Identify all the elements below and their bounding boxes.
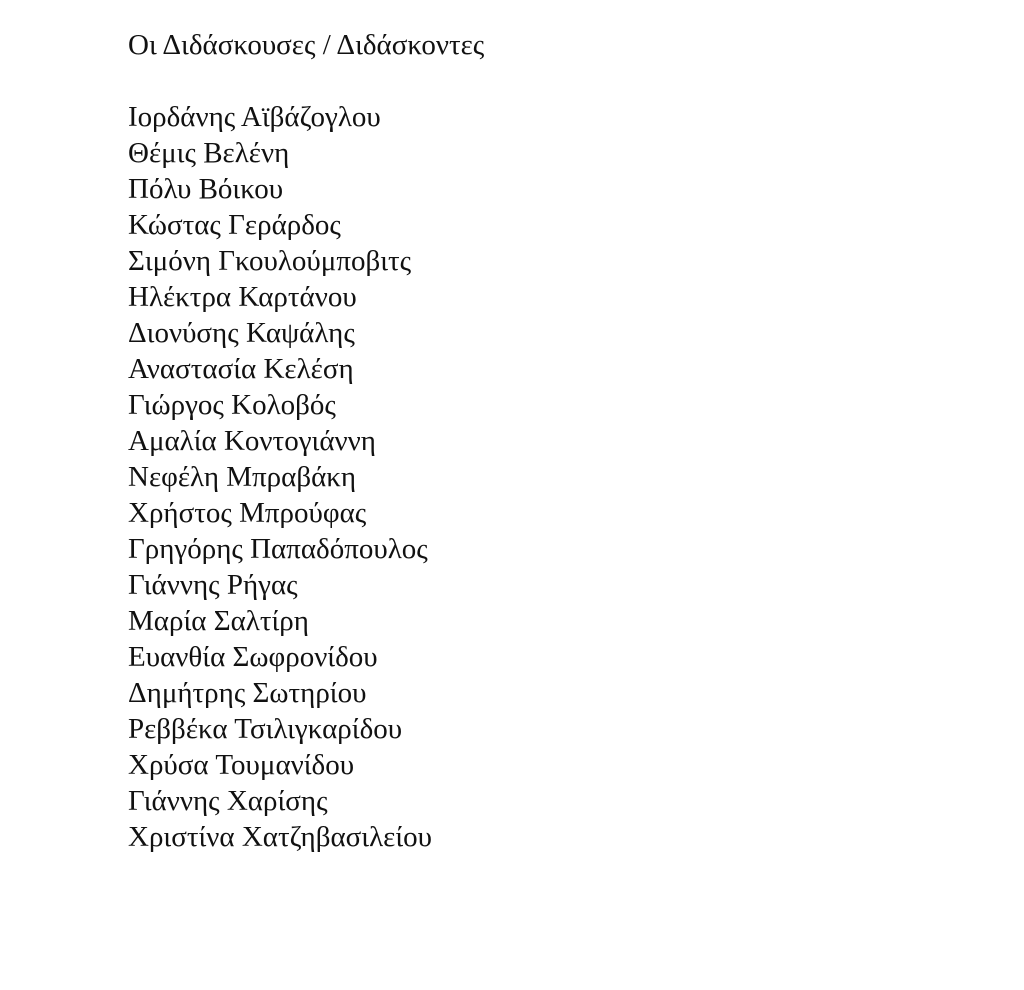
- list-item: Θέμις Βελένη: [128, 137, 290, 169]
- list-item: Πόλυ Βόικου: [128, 173, 284, 205]
- list-item: Χριστίνα Χατζηβασιλείου: [128, 821, 432, 853]
- blank-line: [128, 63, 484, 99]
- list-item: Γιάννης Ρήγας: [128, 569, 298, 601]
- list-item: Ηλέκτρα Καρτάνου: [128, 281, 357, 313]
- list-item: Ρεββέκα Τσιλιγκαρίδου: [128, 713, 403, 745]
- page-title: Οι Διδάσκουσες / Διδάσκοντες: [128, 29, 485, 61]
- list-item: Ιορδάνης Αϊβάζογλου: [128, 101, 381, 133]
- list-item: Σιμόνη Γκουλούμποβιτς: [128, 245, 412, 277]
- list-item: Αμαλία Κοντογιάννη: [128, 425, 376, 457]
- document-content: [128, 27, 484, 855]
- list-item: Χρήστος Μπρούφας: [128, 497, 367, 529]
- list-item: Γιάννης Χαρίσης: [128, 785, 328, 817]
- list-item: Νεφέλη Μπραβάκη: [128, 461, 357, 493]
- list-item: Χρύσα Τουμανίδου: [128, 749, 355, 781]
- list-item: Κώστας Γεράρδος: [128, 209, 341, 241]
- list-item: Αναστασία Κελέση: [128, 353, 354, 385]
- list-item: Γρηγόρης Παπαδόπουλος: [128, 533, 428, 565]
- list-item: Ευανθία Σωφρονίδου: [128, 641, 378, 673]
- list-item: Δημήτρης Σωτηρίου: [128, 677, 367, 709]
- list-item: Μαρία Σαλτίρη: [128, 605, 309, 637]
- list-item: Γιώργος Κολοβός: [128, 389, 336, 421]
- list-item: Διονύσης Καψάλης: [128, 317, 355, 349]
- teachers-list: [128, 99, 484, 855]
